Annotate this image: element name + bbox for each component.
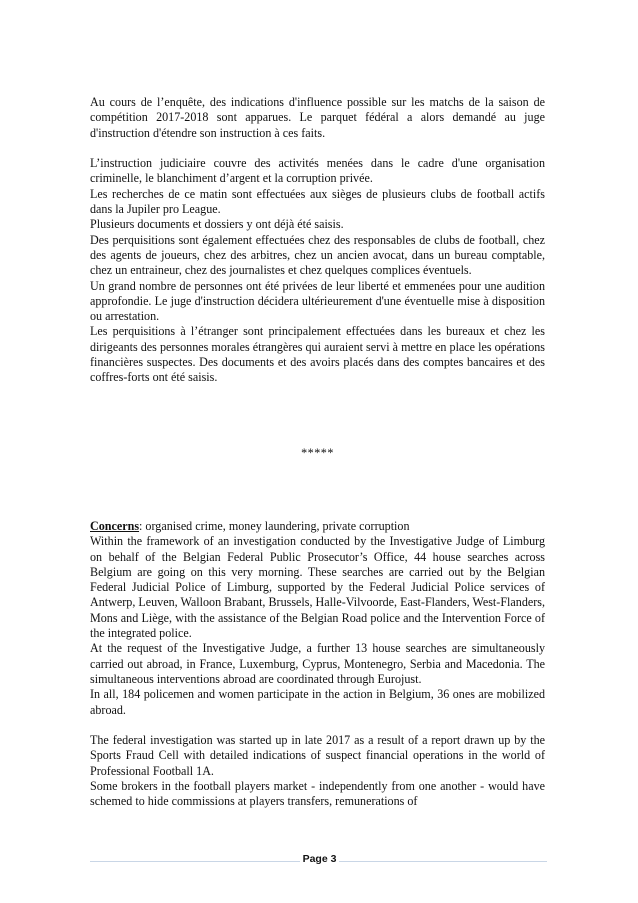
paragraph-fr-3: Les recherches de ce matin sont effectuées aux sièges de plusieurs clubs de football actifs dans la Jupiler pro League. <box>90 186 545 217</box>
paragraph-fr-6: Un grand nombre de personnes ont été privées de leur liberté et emmenées pour une audition approfondie. Le juge d'instruction décidera ultérieurement d'une éventuelle mise à disposition ou arrestation. <box>90 278 545 324</box>
paragraph-fr-2: L’instruction judiciaire couvre des activités menées dans le cadre d'une organisation criminelle, le blanchiment d’argent et la corruption privée. <box>90 156 545 186</box>
concerns-label: Concerns <box>90 518 140 533</box>
footer-rule-left <box>90 861 300 862</box>
paragraph-en-4: The federal investigation was started up in late 2017 as a result of a report drawn up by the Sports Fraud Cell with detailed indications of suspect financial operations in the world of Professional Football 1A. <box>90 733 545 778</box>
paragraph-en-5: Some brokers in the football players market - independently from one another - would have schemed to hide commissions at players transfers, remunerations of <box>90 778 545 809</box>
concerns-line <box>90 519 545 534</box>
page-number: Page 3 <box>302 853 337 865</box>
paragraph-en-2: At the request of the Investigative Judge, a further 13 house searches are simultaneously carried out abroad, in France, Luxemburg, Cyprus, Montenegro, Serbia and Macedonia. The simultaneous interventions abroad are coordinated through Eurojust. <box>90 641 545 686</box>
paragraph-fr-4: Plusieurs documents et dossiers y ont déjà été saisis. <box>90 217 344 232</box>
paragraph-en-1: Within the framework of an investigation conducted by the Investigative Judge of Limburg on behalf of the Belgian Federal Public Prosecutor’s Office, 44 house searches across Belgium are going on this very morning. These searches are carried out by the Belgian Federal Judicial Police of Limburg, supported by the Federal Judicial Police services of Antwerp, Leuven, Walloon Brabant, Brussels, Halle-Vilvoorde, East-Flanders, West-Flanders, Mons and Liège, with the assistance of the Belgian Road police and the Intervention Force of the integrated police. <box>90 534 545 641</box>
section-separator: ***** <box>301 445 334 460</box>
paragraph-fr-5: Des perquisitions sont également effectuées chez des responsables de clubs de football, chez des agents de joueurs, chez des arbitres, chez un ancien avocat, dans un bureau comptable, chez un entraineur, chez des journalistes et chez quelques complices éventuels. <box>90 232 545 278</box>
footer-rule-right <box>339 861 547 862</box>
paragraph-fr-7: Les perquisitions à l’étranger sont principalement effectuées dans les bureaux et chez les dirigeants des personnes morales étrangères qui auraient servi à mettre en place les opérations financières suspectes. Des documents et des avoirs placés dans des comptes bancaires et des coffres-forts ont été saisis. <box>90 324 545 385</box>
page-body <box>90 95 545 810</box>
paragraph-en-3: In all, 184 policemen and women participate in the action in Belgium, 36 ones are mobilized abroad. <box>90 687 545 717</box>
concerns-text: : organised crime, money laundering, private corruption <box>139 518 410 533</box>
paragraph-fr-1: Au cours de l’enquête, des indications d'influence possible sur les matchs de la saison de compétition 2017-2018 sont apparues. Le parquet fédéral a alors demandé au juge d'instruction d'étendre son instruction à ces faits. <box>90 95 545 140</box>
